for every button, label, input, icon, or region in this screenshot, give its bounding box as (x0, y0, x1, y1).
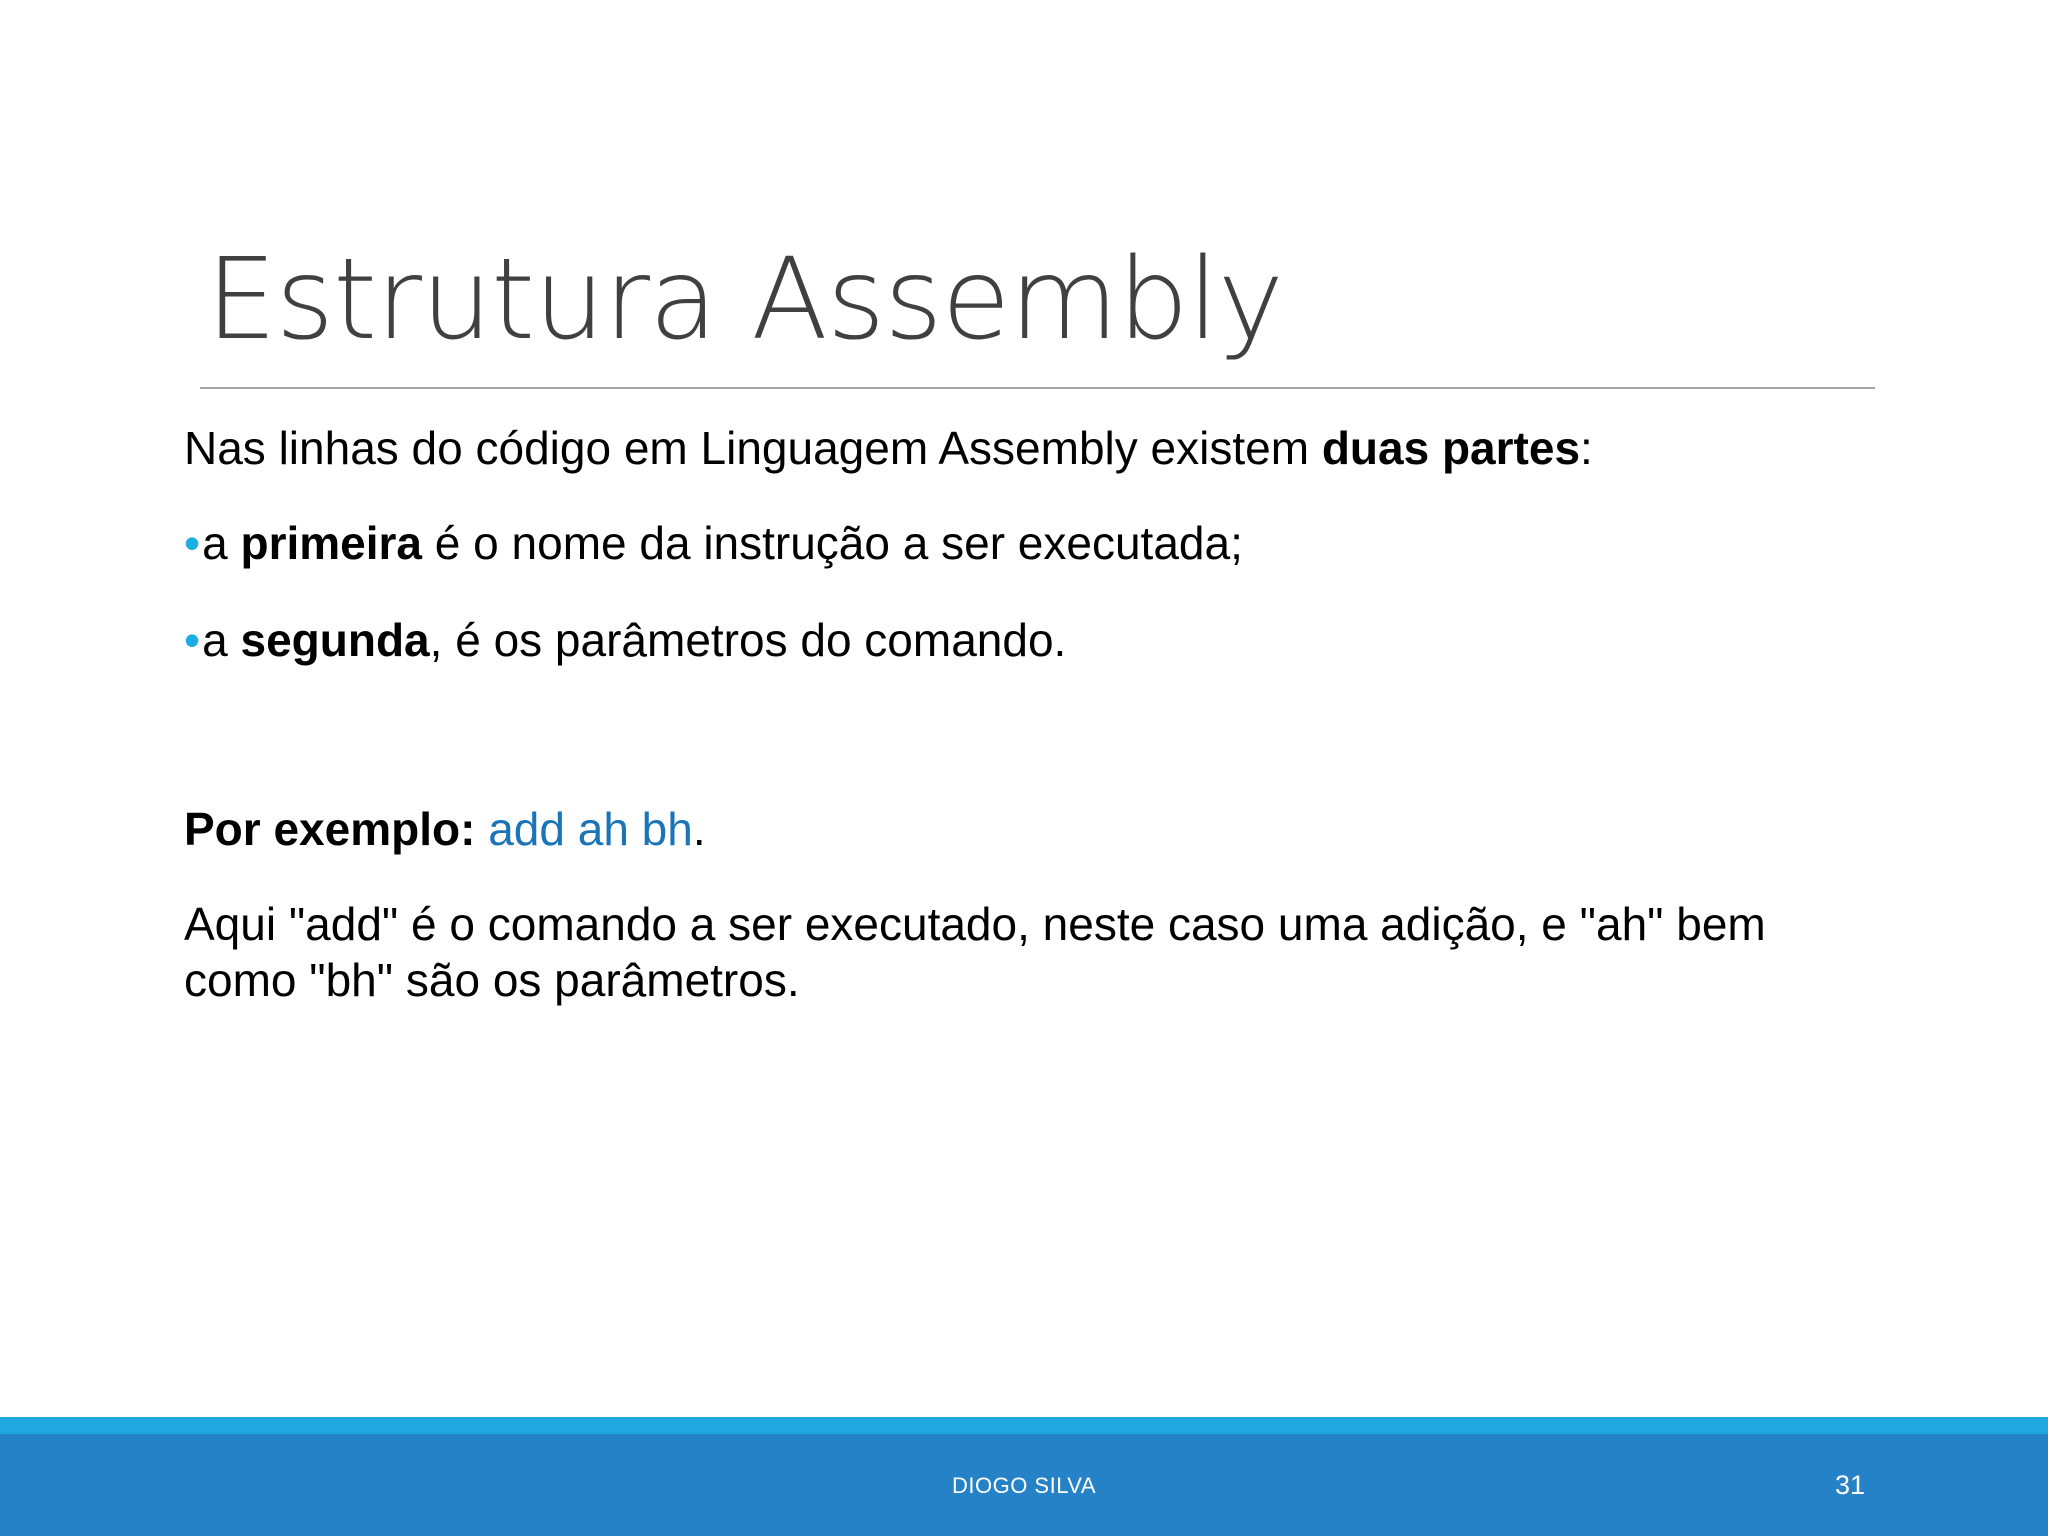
bullet-bold: segunda (240, 614, 430, 666)
footer-author: DIOGO SILVA (951, 1473, 1097, 1498)
slide-title: Estrutura Assembly (206, 235, 1284, 365)
bullet-prefix: a (202, 517, 241, 569)
explanation-line-1: Aqui "add" é o comando a ser executado, neste caso uma adição, e "ah" bem (184, 898, 1766, 950)
bullet-icon: • (184, 517, 201, 569)
bullet-prefix: a (202, 614, 241, 666)
bullet-rest: , é os parâmetros do comando. (429, 614, 1067, 666)
footer-accent-stripe (0, 1417, 2048, 1434)
example-label: Por exemplo: (184, 803, 476, 855)
explanation-paragraph (184, 896, 1864, 1008)
example-end: . (692, 803, 706, 855)
explanation-line-2: como "bh" são os parâmetros. (184, 954, 800, 1006)
intro-text: Nas linhas do código em Linguagem Assembly existem (184, 422, 1322, 474)
bullet-item-primeira (184, 515, 1864, 571)
title-divider (200, 387, 1875, 389)
bullet-bold: primeira (240, 517, 423, 569)
bullet-rest: é o nome da instrução a ser executada; (422, 517, 1243, 569)
example-paragraph (184, 801, 1864, 857)
slide-number: 31 (1834, 1470, 1865, 1500)
bullet-icon: • (184, 614, 201, 666)
example-code: add ah bh (488, 803, 693, 855)
intro-paragraph (184, 420, 1864, 476)
intro-end: : (1580, 422, 1593, 474)
bullet-item-segunda (184, 612, 1864, 668)
intro-bold: duas partes (1321, 422, 1581, 474)
